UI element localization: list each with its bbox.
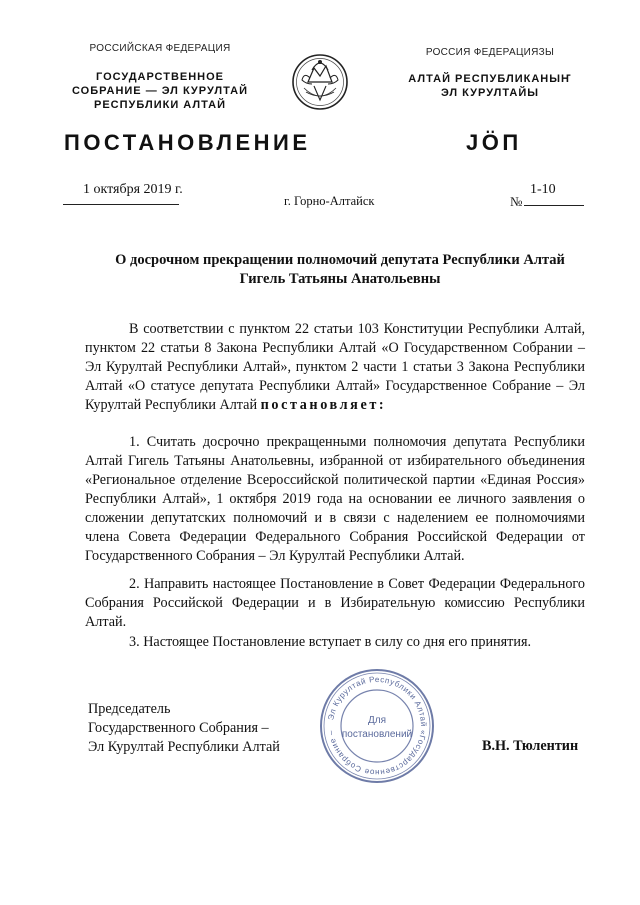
document-title-line: О досрочном прекращении полномочий депутата Республики Алтай (115, 252, 565, 268)
header-right-org (385, 72, 595, 100)
signatory-position-line: Государственного Собрания – (88, 720, 269, 736)
signatory-name: В.Н. Тюлентин (482, 738, 579, 754)
header-left-org (55, 70, 265, 112)
header-left-country: РОССИЙСКАЯ ФЕДЕРАЦИЯ (89, 43, 231, 54)
header-left-org-line: ГОСУДАРСТВЕННОЕ (95, 71, 225, 83)
number-underline (524, 205, 584, 206)
doc-city: г. Горно-Алтайск (284, 194, 375, 208)
stamp-ring-text: Эл Курултай Республики Алтай «Государственное Собрание – (326, 674, 429, 778)
stamp-center-line: постановлений (341, 729, 413, 740)
header-right-country: РОССИЯ ФЕДЕРАЦИЯЗЫ (425, 47, 555, 58)
signatory-position (88, 700, 280, 757)
document-title (80, 251, 600, 289)
date-underline (63, 204, 179, 205)
stamp-center-line: Для (367, 715, 387, 726)
doc-date: 1 октября 2019 г. (83, 182, 183, 197)
preamble-text: В соответствии с пунктом 22 статьи 103 Конституции Республики Алтай, пунктом 22 статьи 8 Закона Республики Алтай «О Государственном Собрании – Эл Курултай Республики Алтай», пунктом 2 части 1 статьи 3 Закона Республики Алтай «О статусе депутата Республики Алтай» Государственное Собрание – Эл Курултай Республики Алтай (85, 321, 585, 413)
preamble-paragraph (85, 320, 585, 415)
doc-type-left: ПОСТАНОВЛЕНИЕ (64, 130, 311, 155)
signatory-position-line: Председатель (88, 701, 171, 717)
coat-of-arms-emblem (290, 48, 350, 114)
item-1-paragraph: 1. Считать досрочно прекращенными полномочия депутата Республики Алтай Гигель Татьяны Анатольевны, избранной от избирательного объединения «Региональное отделение Всероссийской политической партии «Единая Россия» Республики Алтай», 1 октября 2019 года на основании ее личного заявления о сложении депутатских полномочий и в связи с наделением ее полномочиями члена Совета Федерации Федерального Собрания Российской Федерации от Государственного Собрания – Эл Курултай Республики Алтай. (85, 434, 585, 564)
official-stamp (316, 665, 438, 787)
header-left-org-line: РЕСПУБЛИКИ АЛТАЙ (94, 99, 226, 111)
doc-number: 1-10 (530, 182, 556, 197)
header-right-org-line: АЛТАЙ РЕСПУБЛИКАНЫҤ (408, 73, 572, 85)
decree-word: постановляет: (260, 397, 387, 413)
header-left-org-line: СОБРАНИЕ — ЭЛ КУРУЛТАЙ (72, 85, 248, 97)
doc-number-prefix: № (510, 194, 523, 209)
item-2-paragraph: 2. Направить настоящее Постановление в Совет Федерации Федерального Собрания Российской Федерации и в Избирательную комиссию Республики Алтай. (85, 576, 585, 630)
document-title-line: Гигель Татьяны Анатольевны (239, 271, 441, 287)
item-3-paragraph: 3. Настоящее Постановление вступает в силу со дня его принятия. (129, 634, 532, 650)
doc-type-right: JӦП (466, 130, 522, 155)
signatory-position-line: Эл Курултай Республики Алтай (88, 739, 280, 755)
header-right-org-line: ЭЛ КУРУЛТАЙЫ (441, 87, 539, 99)
